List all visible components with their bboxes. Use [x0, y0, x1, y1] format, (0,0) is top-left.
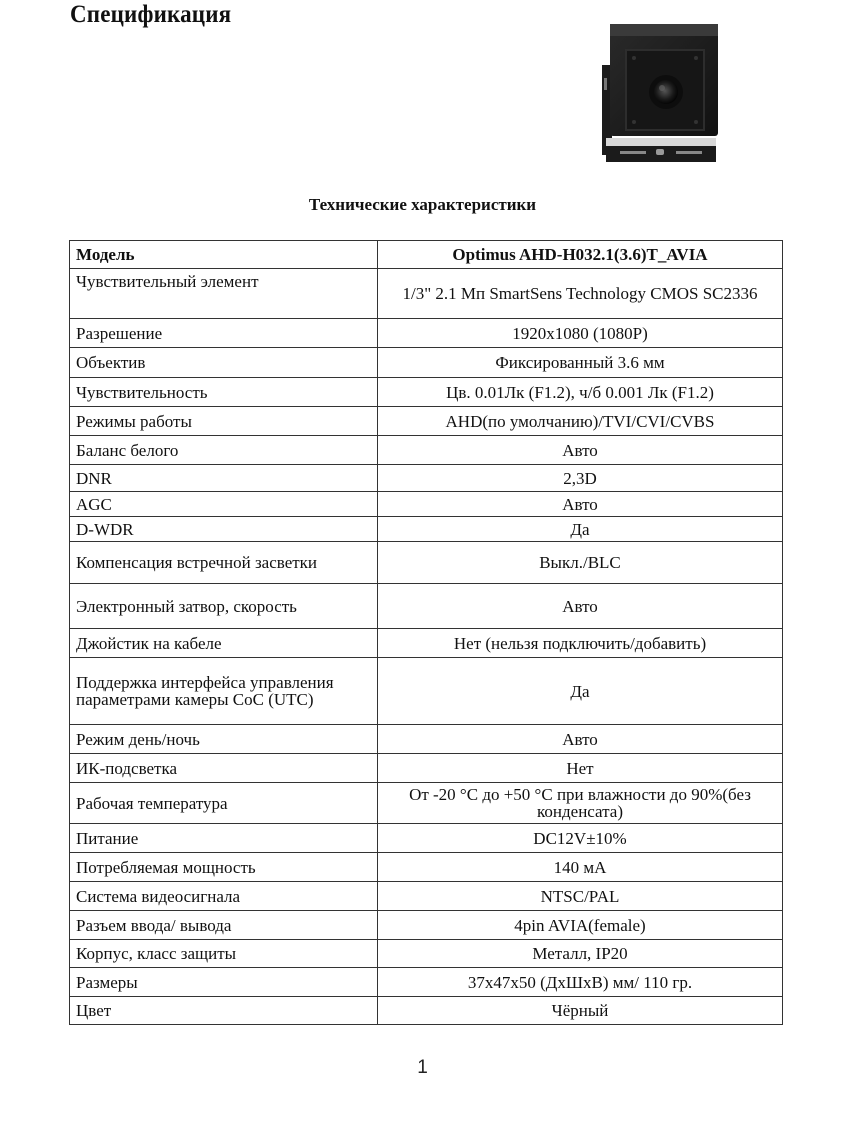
camera-product-photo: [596, 20, 722, 170]
spec-key-cell: Чувствительность: [70, 378, 378, 407]
spec-key-cell: Джойстик на кабеле: [70, 629, 378, 658]
spec-key-cell: Корпус, класс защиты: [70, 940, 378, 968]
spec-value-cell: От -20 °C до +50 °C при влажности до 90%(без конденсата): [378, 783, 783, 824]
table-row: [70, 997, 783, 1025]
table-row: [70, 407, 783, 436]
spec-value-cell: NTSC/PAL: [378, 882, 783, 911]
spec-key-cell: Поддержка интерфейса управления параметрами камеры CoC (UTC): [70, 658, 378, 725]
header-key-cell: Модель: [70, 241, 378, 269]
spec-value-cell: 2,3D: [378, 465, 783, 492]
spec-value-cell: Авто: [378, 725, 783, 754]
spec-value-cell: Нет (нельзя подключить/добавить): [378, 629, 783, 658]
spec-key-cell: Режим день/ночь: [70, 725, 378, 754]
table-row: [70, 465, 783, 492]
spec-key-cell: DNR: [70, 465, 378, 492]
spec-key-cell: Разъем ввода/ вывода: [70, 911, 378, 940]
table-row: [70, 378, 783, 407]
spec-value-cell: Да: [378, 658, 783, 725]
spec-key-cell: Электронный затвор, скорость: [70, 584, 378, 629]
table-row: [70, 853, 783, 882]
spec-key-cell: D-WDR: [70, 517, 378, 542]
spec-value-cell: Чёрный: [378, 997, 783, 1025]
spec-value-cell: Металл, IP20: [378, 940, 783, 968]
table-row: [70, 269, 783, 319]
table-row: [70, 517, 783, 542]
spec-key-cell: ИК-подсветка: [70, 754, 378, 783]
table-row: [70, 348, 783, 378]
table-row: [70, 542, 783, 584]
spec-key-cell: Разрешение: [70, 319, 378, 348]
table-row: [70, 658, 783, 725]
spec-value-cell: 140 мА: [378, 853, 783, 882]
spec-value-cell: 1/3" 2.1 Мп SmartSens Technology CMOS SC2336: [378, 269, 783, 319]
table-header-row: [70, 241, 783, 269]
table-row: [70, 911, 783, 940]
spec-value-cell: 1920x1080 (1080P): [378, 319, 783, 348]
spec-value-cell: Авто: [378, 492, 783, 517]
spec-key-cell: Цвет: [70, 997, 378, 1025]
spec-value-cell: Авто: [378, 436, 783, 465]
spec-key-cell: Чувствительный элемент: [70, 269, 378, 319]
table-row: [70, 584, 783, 629]
spec-value-cell: Да: [378, 517, 783, 542]
spec-key-cell: AGC: [70, 492, 378, 517]
spec-value-cell: Выкл./BLC: [378, 542, 783, 584]
spec-key-cell: Режимы работы: [70, 407, 378, 436]
spec-key-cell: Питание: [70, 824, 378, 853]
page-title: Спецификация: [70, 1, 232, 28]
table-row: [70, 940, 783, 968]
header-value-cell: Optimus AHD-H032.1(3.6)T_AVIA: [378, 241, 783, 269]
spec-value-cell: Цв. 0.01Лк (F1.2), ч/б 0.001 Лк (F1.2): [378, 378, 783, 407]
spec-key-cell: Рабочая температура: [70, 783, 378, 824]
table-row: [70, 882, 783, 911]
table-row: [70, 968, 783, 997]
spec-value-cell: 4pin AVIA(female): [378, 911, 783, 940]
spec-key-cell: Баланс белого: [70, 436, 378, 465]
spec-value-cell: 37x47x50 (ДхШхВ) мм/ 110 гр.: [378, 968, 783, 997]
table-row: [70, 754, 783, 783]
spec-value-cell: Нет: [378, 754, 783, 783]
spec-key-cell: Размеры: [70, 968, 378, 997]
table-row: [70, 492, 783, 517]
spec-value-cell: Фиксированный 3.6 мм: [378, 348, 783, 378]
spec-value-cell: DC12V±10%: [378, 824, 783, 853]
spec-key-cell: Система видеосигнала: [70, 882, 378, 911]
spec-key-cell: Потребляемая мощность: [70, 853, 378, 882]
table-row: [70, 824, 783, 853]
table-row: [70, 319, 783, 348]
spec-value-cell: Авто: [378, 584, 783, 629]
table-row: [70, 783, 783, 824]
section-subtitle: Технические характеристики: [308, 195, 537, 214]
table-row: [70, 629, 783, 658]
spec-table: [69, 240, 783, 1025]
table-row: [70, 725, 783, 754]
spec-key-cell: Компенсация встречной засветки: [70, 542, 378, 584]
spec-value-cell: AHD(по умолчанию)/TVI/CVI/CVBS: [378, 407, 783, 436]
table-row: [70, 436, 783, 465]
page-number: 1: [417, 1057, 428, 1078]
spec-key-cell: Объектив: [70, 348, 378, 378]
